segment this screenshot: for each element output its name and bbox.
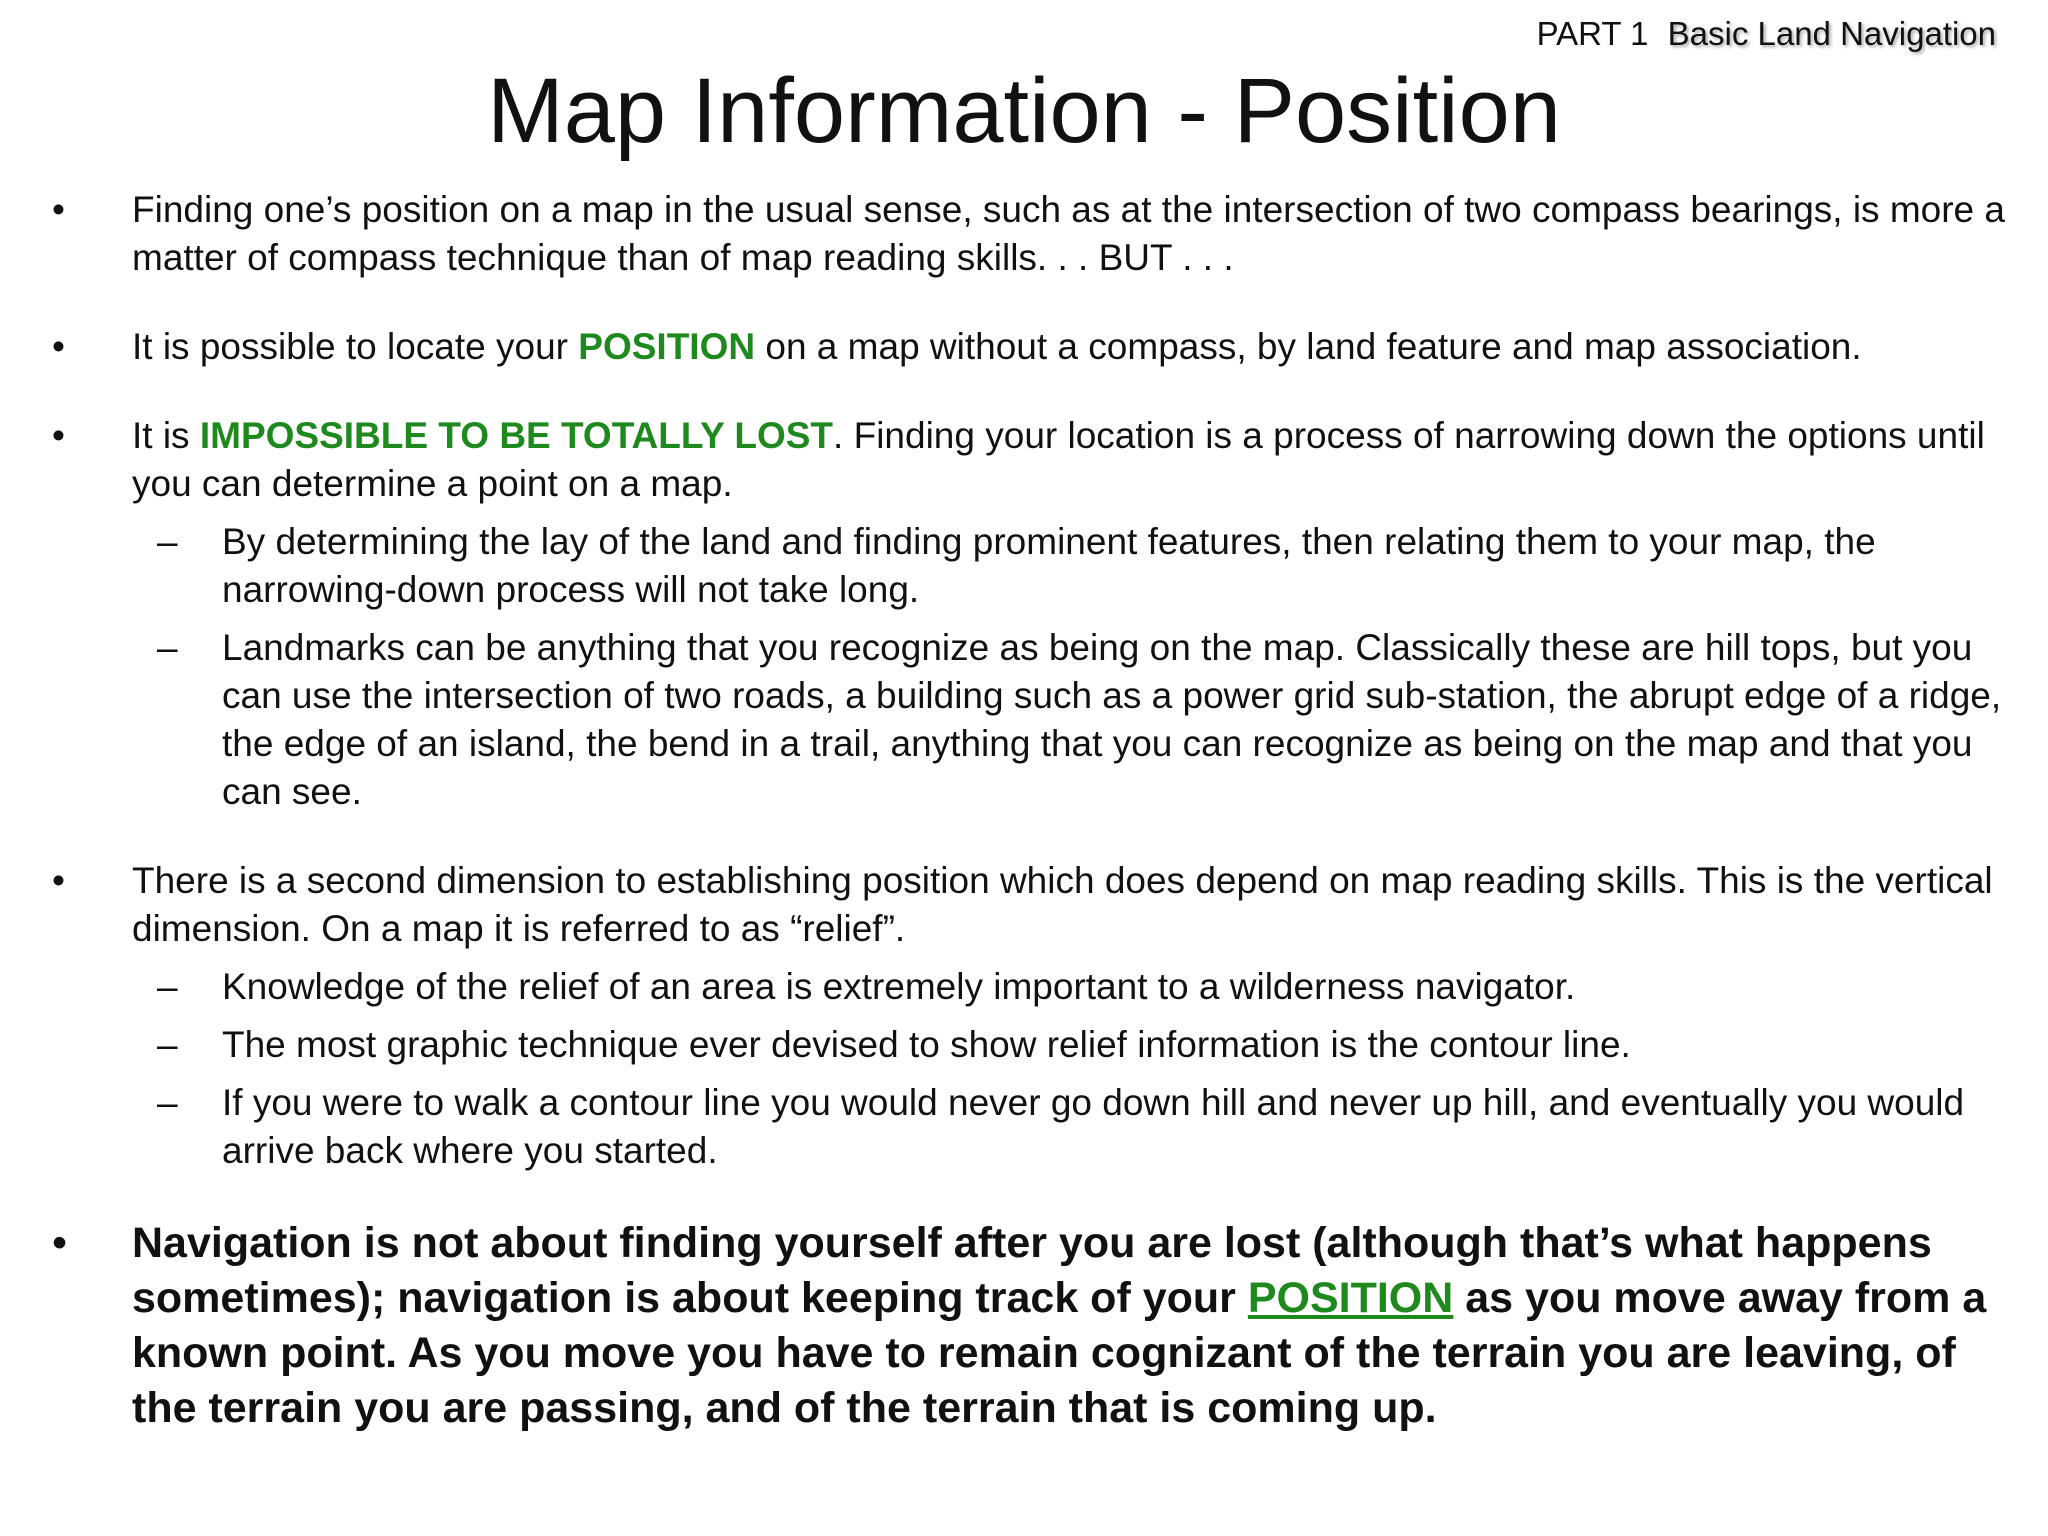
bullet-text: Navigation is not about finding yourself after you are lost (although that’s what happens sometimes); navigation is about keeping track of your <box>132 1219 1932 1322</box>
bullet-group <box>0 412 2048 816</box>
impossible-lost-emphasis: IMPOSSIBLE TO BE TOTALLY LOST <box>199 415 834 456</box>
sub-bullet-text: If you were to walk a contour line you would never go down hill and never up hill, and eventually you would arrive back where you started. <box>222 1082 1965 1171</box>
bullet-icon: • <box>52 860 65 901</box>
position-emphasis: POSITION <box>578 326 756 367</box>
sub-bullet-text: Knowledge of the relief of an area is extremely important to a wilderness navigator. <box>222 966 1576 1007</box>
bullet-icon: • <box>52 189 65 230</box>
slide-title: Map Information - Position <box>487 60 1561 162</box>
bullet-text: It is <box>132 415 200 456</box>
bullet-text: . Finding your location is a process of narrowing down the options until you can determine a point on a map. <box>132 415 1985 504</box>
bullet-icon: • <box>52 1219 68 1267</box>
sub-bullet-item <box>0 963 2048 1011</box>
sub-bullet-text: Landmarks can be anything that you recognize as being on the map. Classically these are hill tops, but you can use the intersection of two roads, a building such as a power grid sub-station, the abrupt edge of a ridge, the edge of an island, the bend in a trail, anything that you can recognize as being on the map and that you can see. <box>222 627 2002 812</box>
position-link-emphasis: POSITION <box>1247 1274 1454 1322</box>
dash-icon: – <box>157 1024 178 1065</box>
bullet-icon: • <box>52 415 65 456</box>
dash-icon: – <box>157 1082 178 1123</box>
part-label: PART 1 <box>1536 15 1649 52</box>
bullet-text: It is possible to locate your <box>132 326 579 367</box>
dash-icon: – <box>157 966 178 1007</box>
sub-bullet-text: The most graphic technique ever devised to show relief information is the contour line. <box>222 1024 1631 1065</box>
sub-bullet-item <box>0 624 2048 816</box>
bullet-item <box>0 186 2048 282</box>
sub-bullet-item <box>0 518 2048 614</box>
dash-icon: – <box>157 627 178 668</box>
bullet-text: There is a second dimension to establishing position which does depend on map reading skills. This is the vertical dimension. On a map it is referred to as “relief”. <box>132 860 1993 949</box>
bullet-text: Finding one’s position on a map in the usual sense, such as at the intersection of two compass bearings, is more a matter of compass technique than of map reading skills. . . BUT . . . <box>132 189 2005 278</box>
sub-bullet-text: By determining the lay of the land and finding prominent features, then relating them to your map, the narrowing-down process will not take long. <box>222 521 1876 610</box>
bullet-item <box>0 323 2048 371</box>
course-label: Basic Land Navigation <box>1667 15 1996 52</box>
slide-content <box>0 186 2048 1436</box>
bullet-text: as you move away from a known point. As you move you have to remain cognizant of the terrain you are leaving, of the terrain you are passing, and of the terrain that is coming up. <box>132 1274 1987 1432</box>
bullet-item <box>0 412 2048 508</box>
sub-bullet-item <box>0 1021 2048 1069</box>
bullet-item <box>0 857 2048 953</box>
bullet-icon: • <box>52 326 65 367</box>
dash-icon: – <box>157 521 178 562</box>
bullet-item-summary <box>0 1216 2048 1436</box>
sub-bullet-item <box>0 1079 2048 1175</box>
bullet-text: on a map without a compass, by land feature and map association. <box>755 326 1862 367</box>
slide-header <box>1537 14 1996 54</box>
bullet-group <box>0 857 2048 1175</box>
